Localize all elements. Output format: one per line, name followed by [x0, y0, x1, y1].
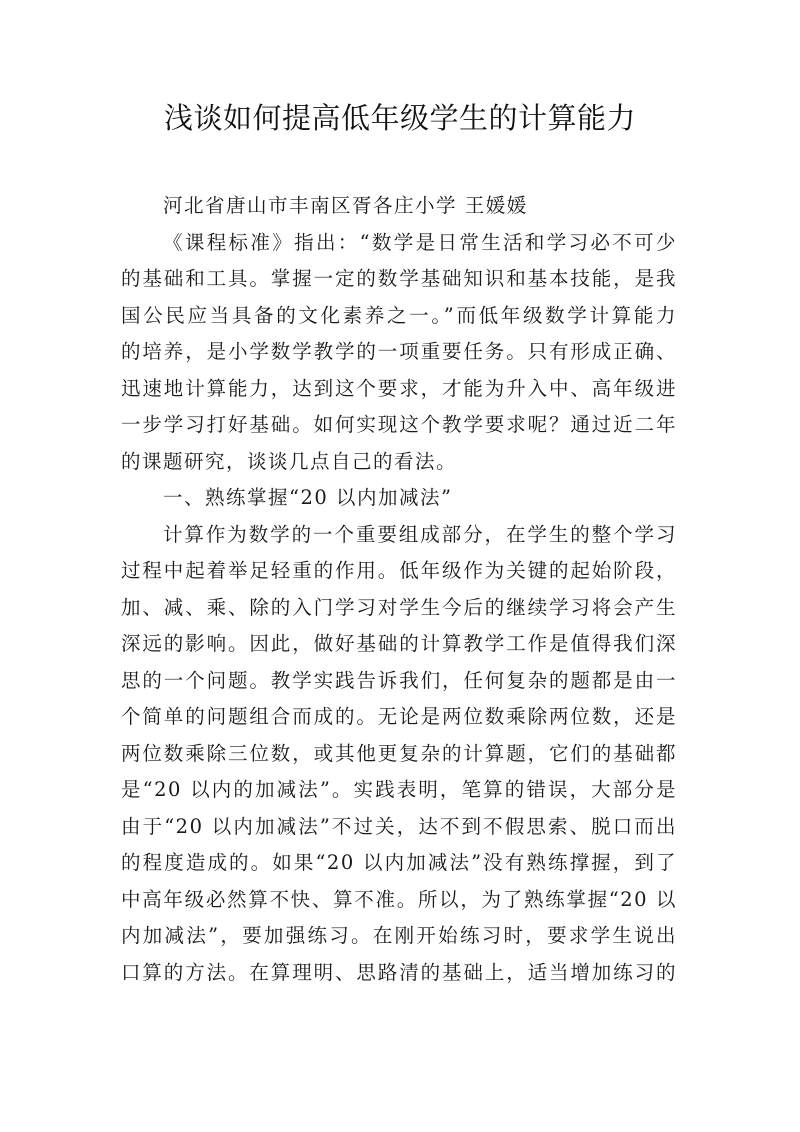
body-line: 两位数乘除三位数，或其他更复杂的计算题，它们的基础都	[121, 741, 677, 765]
author-line: 河北省唐山市丰南区胥各庄小学 王媛媛	[163, 194, 528, 217]
body-line: 的课题研究，谈谈几点自己的看法。	[121, 449, 458, 473]
body-line: 中高年级必然算不快、算不准。所以，为了熟练掌握“20 以	[121, 887, 677, 911]
body-line: 是“20 以内的加减法”。实践表明，笔算的错误，大部分是	[121, 778, 677, 801]
document-title: 浅谈如何提高低年级学生的计算能力	[163, 101, 636, 135]
body-line: 的培养，是小学数学教学的一项重要任务。只有形成正确、	[121, 340, 677, 363]
body-line: 的程度造成的。如果“20 以内加减法”没有熟练撑握，到了	[121, 851, 677, 874]
body-line: 《课程标准》指出：“数学是日常生活和学习必不可少	[163, 230, 677, 254]
document-body	[121, 188, 691, 991]
body-line: 思的一个问题。教学实践告诉我们，任何复杂的题都是由一	[121, 668, 677, 692]
body-line: 计算作为数学的一个重要组成部分，在学生的整个学习	[163, 522, 677, 546]
body-line: 深远的影响。因此，做好基础的计算教学工作是值得我们深	[121, 632, 677, 655]
section-heading: 一、熟练掌握“20 以内加减法”	[163, 486, 453, 509]
body-line: 口算的方法。在算理明、思路清的基础上，适当增加练习的	[121, 960, 677, 984]
body-line: 由于“20 以内加减法”不过关，达不到不假思索、脱口而出	[121, 814, 677, 838]
body-line: 一步学习打好基础。如何实现这个教学要求呢？通过近二年	[121, 413, 677, 436]
body-line: 迅速地计算能力，达到这个要求，才能为升入中、高年级进	[121, 376, 677, 400]
body-line: 国公民应当具备的文化素养之一。”而低年级数学计算能力	[121, 303, 677, 327]
body-line: 加、减、乘、除的入门学习对学生今后的继续学习将会产生	[121, 595, 677, 619]
body-line: 过程中起着举足轻重的作用。低年级作为关键的起始阶段，	[121, 559, 677, 582]
body-line: 的基础和工具。掌握一定的数学基础知识和基本技能，是我	[121, 267, 677, 290]
body-line: 个简单的问题组合而成的。无论是两位数乘除两位数，还是	[121, 705, 677, 728]
body-line: 内加减法”，要加强练习。在刚开始练习时，要求学生说出	[121, 924, 677, 947]
